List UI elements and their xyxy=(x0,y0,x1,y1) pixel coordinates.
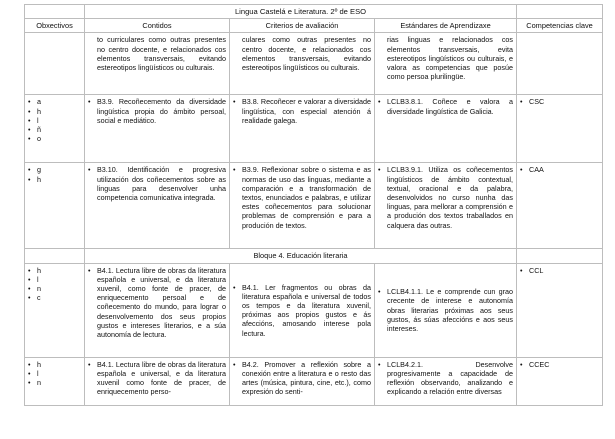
objectives-cell xyxy=(25,263,85,357)
standards-cell: • LCLB4.1.1. Le e comprende cun grao crecente de interese e autonomía obras literarias próximas aos seus gustos, ás súas afeccións e aos seus intereses. xyxy=(375,263,517,357)
list-item: • a xyxy=(28,97,41,107)
header-standards: Estándares de Aprendizaxe xyxy=(375,19,517,33)
block-heading: Bloque 4. Educación literaria xyxy=(85,249,517,263)
list-item: • h xyxy=(28,106,41,116)
list-item: • o xyxy=(28,134,41,144)
header-competences: Competencias clave xyxy=(517,19,603,33)
block-row xyxy=(25,249,603,263)
criteria-cell: • B4.2. Promover a reflexión sobre a conexión entre a literatura e o resto das artes (música, pintura, cine, etc.), como expresión do senti- xyxy=(230,357,375,405)
criteria-cell: culares como outras presentes no centro docente, e relacionados cos elementos transversais, evitando estereotipos lingüísticos ou culturais. xyxy=(230,33,375,95)
standards-cell: rias linguas e relacionados cos elementos transversais, evita estereotipos lingüísticos ou culturais, e valora as competencias que posúe como persoa plurilingüe. xyxy=(375,33,517,95)
objectives-cell xyxy=(25,163,85,249)
competences-cell: • CSC xyxy=(517,95,603,163)
standards-cell: • LCLB3.9.1. Utiliza os coñecementos lingüísticos de ámbito contextual, textual, oracional e da palabra, desenvolvidos no curso nunha das linguas, para mellorar a comprensión e a produción dos textos traballados en calquera das outras. xyxy=(375,163,517,249)
list-item: • ñ xyxy=(28,125,41,135)
criteria-cell: • B3.8. Recoñecer e valorar a diversidade lingüística, con especial atención á realidade galega. xyxy=(230,95,375,163)
objectives-cell xyxy=(25,33,85,95)
header-contents: Contidos xyxy=(85,19,230,33)
contents-cell: • B4.1. Lectura libre de obras da literatura española e universal, e da literatura xuvenil, como fonte de pracer, de enriquecemento persoal e de coñecemento do mundo, para lograr o desenvolvemento dos seus propios gustos e intereses literarios, e a súa autonomía de lectura. xyxy=(85,263,230,357)
criteria-cell: • B3.9. Reflexionar sobre o sistema e as normas de uso das linguas, mediante a comparación e a transformación de textos, enunciados e palabras, e utilizar estes coñecementos para solucionar problemas de comprensión e para a produción de textos. xyxy=(230,163,375,249)
table-row xyxy=(25,357,603,405)
criteria-cell: • B4.1. Ler fragmentos ou obras da literatura española e universal de todos os tempos e da literatura xuvenil, próximas aos propios gustos e ás afeccións, amosando interese pola lectura. xyxy=(230,263,375,357)
list-item: • h xyxy=(28,359,41,369)
table-title: Lingua Castelá e Literatura. 2º de ESO xyxy=(85,5,517,19)
list-item: • c xyxy=(28,293,41,303)
list-item: • n xyxy=(28,378,41,388)
title-row xyxy=(25,5,603,19)
objectives-cell xyxy=(25,95,85,163)
table-row xyxy=(25,163,603,249)
list-item: • n xyxy=(28,284,41,294)
list-item: • l xyxy=(28,115,39,125)
header-row xyxy=(25,19,603,33)
standards-cell: • LCLB4.2.1. Desenvolve progresivamente a capacidade de reflexión observando, analizando e explicando a relación entre diversas xyxy=(375,357,517,405)
contents-cell: to curriculares como outras presentes no centro docente, e relacionados cos elementos transversais, evitando estereotipos lingüísticos ou culturais. xyxy=(85,33,230,95)
standards-cell: • LCLB3.8.1. Coñece e valora a diversidade lingüística de Galicia. xyxy=(375,95,517,163)
list-item: • l xyxy=(28,274,39,284)
competences-cell xyxy=(517,33,603,95)
competences-cell: • CCEC xyxy=(517,357,603,405)
curriculum-table xyxy=(24,4,603,406)
list-item: • h xyxy=(28,174,41,184)
list-item: • g xyxy=(28,165,41,175)
table-row xyxy=(25,95,603,163)
competences-cell: • CCL xyxy=(517,263,603,357)
competences-cell: • CAA xyxy=(517,163,603,249)
contents-cell: • B3.9. Recoñecemento da diversidade lingüística propia do ámbito persoal, social e mediático. xyxy=(85,95,230,163)
list-item: • l xyxy=(28,368,39,378)
header-objectives: Obxectivos xyxy=(25,19,85,33)
header-criteria: Criterios de avaliación xyxy=(230,19,375,33)
objectives-cell xyxy=(25,357,85,405)
contents-cell: • B3.10. Identificación e progresiva utilización dos coñecementos sobre as linguas para desenvolver unha competencia comunicativa integrada. xyxy=(85,163,230,249)
table-row xyxy=(25,263,603,357)
table-row xyxy=(25,33,603,95)
contents-cell: • B4.1. Lectura libre de obras da literatura española e universal, e da literatura xuvenil como fonte de pracer, de enriquecemento perso- xyxy=(85,357,230,405)
list-item: • h xyxy=(28,265,41,275)
